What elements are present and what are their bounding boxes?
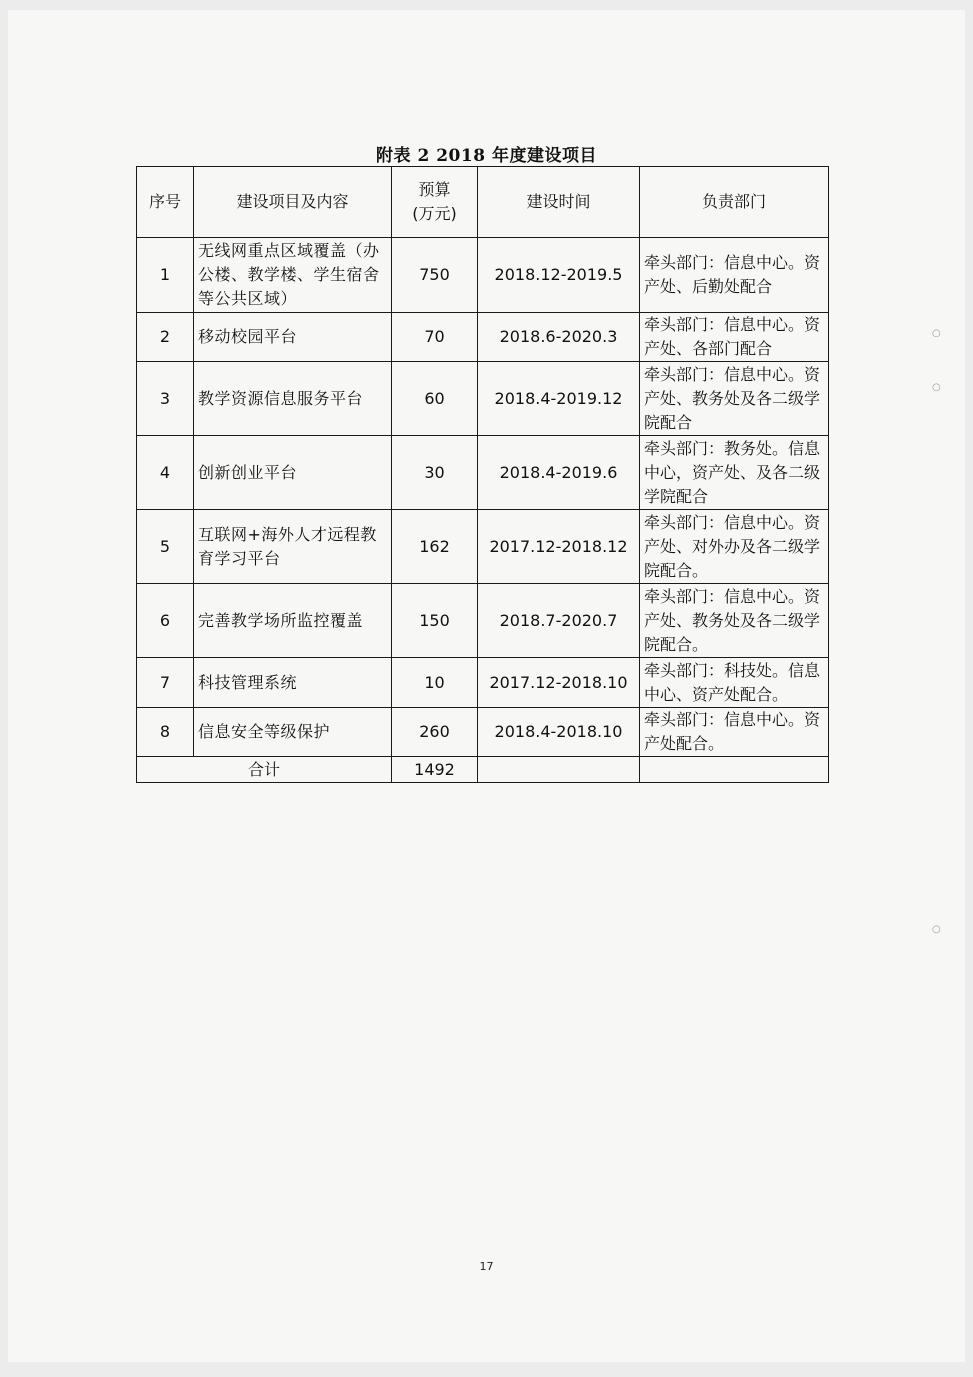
- row-budget: 60: [392, 362, 478, 436]
- table-row: [137, 238, 829, 313]
- row-time: 2017.12-2018.12: [478, 510, 640, 584]
- table-row: [137, 436, 829, 510]
- table-row: [137, 313, 829, 362]
- row-no: 1: [137, 238, 194, 313]
- row-no: 2: [137, 313, 194, 362]
- projects-table: [136, 166, 829, 783]
- header-dept: 负责部门: [640, 167, 829, 238]
- total-time-empty: [478, 757, 640, 783]
- row-budget: 150: [392, 584, 478, 658]
- punch-hole-mark: ○: [932, 924, 941, 935]
- row-no: 5: [137, 510, 194, 584]
- row-time: 2018.12-2019.5: [478, 238, 640, 313]
- table-row: [137, 510, 829, 584]
- total-dept-empty: [640, 757, 829, 783]
- total-label: 合计: [137, 757, 392, 783]
- header-budget-line1: 预算: [418, 180, 451, 199]
- row-budget: 70: [392, 313, 478, 362]
- row-budget: 30: [392, 436, 478, 510]
- row-time: 2018.4-2019.12: [478, 362, 640, 436]
- row-project: 创新创业平台: [194, 436, 392, 510]
- total-budget: 1492: [392, 757, 478, 783]
- row-project: 互联网+海外人才远程教育学习平台: [194, 510, 392, 584]
- table-header-row: [137, 167, 829, 238]
- row-dept: 牵头部门：信息中心。资产处配合。: [640, 708, 829, 757]
- row-no: 4: [137, 436, 194, 510]
- row-no: 8: [137, 708, 194, 757]
- row-dept: 牵头部门：信息中心。资产处、教务处及各二级学院配合: [640, 362, 829, 436]
- row-dept: 牵头部门：信息中心。资产处、后勤处配合: [640, 238, 829, 313]
- header-budget: [392, 167, 478, 238]
- punch-hole-mark: ○: [932, 382, 941, 393]
- row-time: 2018.4-2018.10: [478, 708, 640, 757]
- row-budget: 10: [392, 658, 478, 708]
- row-project: 移动校园平台: [194, 313, 392, 362]
- table-row: [137, 658, 829, 708]
- row-dept: 牵头部门：信息中心。资产处、各部门配合: [640, 313, 829, 362]
- table-row: [137, 362, 829, 436]
- row-dept: 牵头部门：信息中心。资产处、对外办及各二级学院配合。: [640, 510, 829, 584]
- row-dept: 牵头部门：科技处。信息中心、资产处配合。: [640, 658, 829, 708]
- page-title: 附表 2 2018 年度建设项目: [376, 146, 597, 166]
- header-time: 建设时间: [478, 167, 640, 238]
- row-no: 6: [137, 584, 194, 658]
- row-project: 无线网重点区域覆盖（办公楼、教学楼、学生宿舍等公共区域）: [194, 238, 392, 313]
- row-time: 2018.7-2020.7: [478, 584, 640, 658]
- row-project: 信息安全等级保护: [194, 708, 392, 757]
- row-dept: 牵头部门：教务处。信息中心，资产处、及各二级学院配合: [640, 436, 829, 510]
- header-project: 建设项目及内容: [194, 167, 392, 238]
- table-row: [137, 584, 829, 658]
- row-time: 2017.12-2018.10: [478, 658, 640, 708]
- row-time: 2018.4-2019.6: [478, 436, 640, 510]
- page-number: 17: [479, 1260, 494, 1273]
- table-total-row: [137, 757, 829, 783]
- punch-hole-mark: ○: [932, 328, 941, 339]
- header-budget-line2: (万元): [412, 204, 457, 223]
- row-budget: 750: [392, 238, 478, 313]
- row-project: 教学资源信息服务平台: [194, 362, 392, 436]
- row-budget: 162: [392, 510, 478, 584]
- row-project: 科技管理系统: [194, 658, 392, 708]
- header-no: 序号: [137, 167, 194, 238]
- row-no: 3: [137, 362, 194, 436]
- row-budget: 260: [392, 708, 478, 757]
- row-no: 7: [137, 658, 194, 708]
- table-row: [137, 708, 829, 757]
- row-project: 完善教学场所监控覆盖: [194, 584, 392, 658]
- row-time: 2018.6-2020.3: [478, 313, 640, 362]
- row-dept: 牵头部门：信息中心。资产处、教务处及各二级学院配合。: [640, 584, 829, 658]
